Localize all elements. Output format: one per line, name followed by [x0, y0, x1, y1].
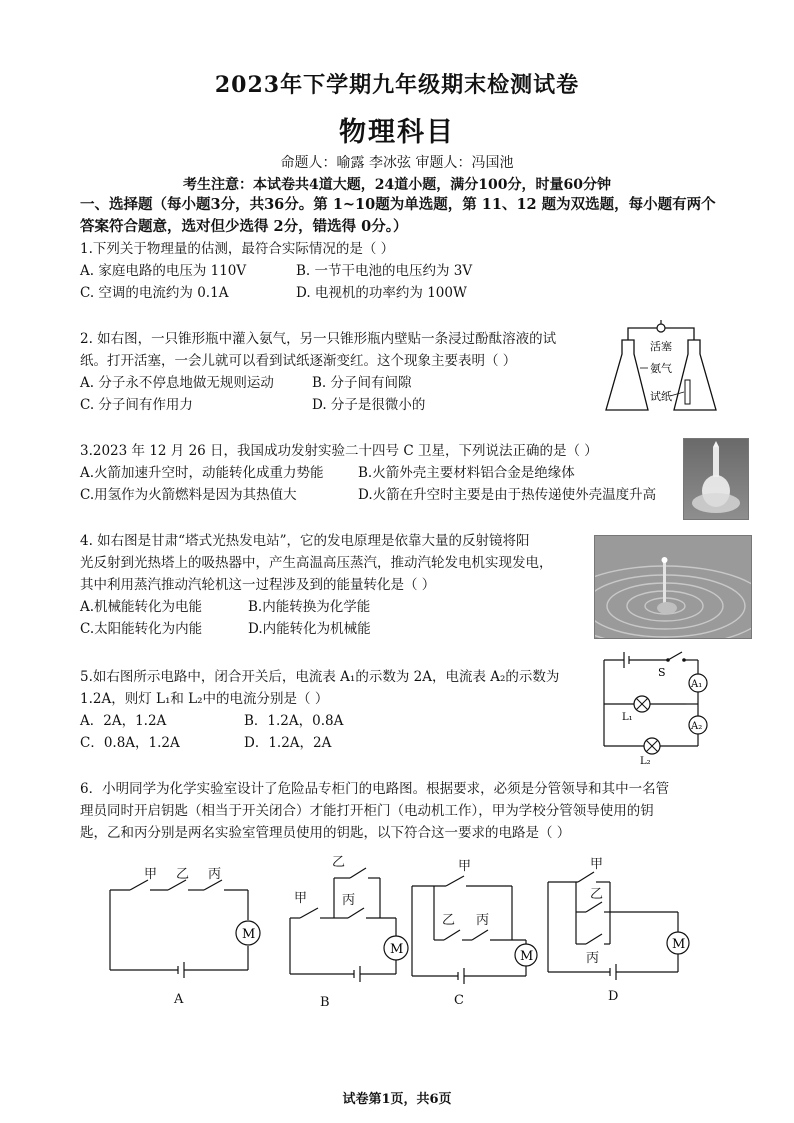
- option-c: C．0.8A，1.2A: [80, 735, 180, 751]
- switch-jia-label: 甲: [144, 867, 158, 882]
- lamp-l1: [634, 696, 650, 712]
- gas-label: 氨气: [650, 362, 672, 375]
- motor-d: [667, 932, 689, 954]
- question-stem-line: 光反射到光热塔上的吸热器中，产生高温高压蒸汽，推动汽轮发电机实现发电，: [80, 555, 553, 571]
- option-d: D.内能转化为机械能: [248, 621, 371, 637]
- paper-label: 试纸: [650, 390, 672, 403]
- circuit-b: [290, 868, 396, 982]
- ammeter-a2-label: A₂: [691, 721, 703, 732]
- switch-jia-label: 甲: [458, 859, 472, 874]
- option-b: B．1.2A，0.8A: [244, 713, 344, 729]
- valve-icon: [657, 324, 665, 332]
- right-flask: [674, 340, 716, 410]
- option-c: C. 空调的电流约为 0.1A: [80, 285, 229, 301]
- q5-circuit-figure: [598, 648, 722, 766]
- exam-title: 2023年下学期九年级期末检测试卷: [214, 72, 580, 98]
- q6-circuits-figure: [100, 848, 700, 1008]
- flasks-figure: [600, 318, 724, 418]
- ammeter-a1-label: A₁: [691, 679, 703, 690]
- question-stem-line: 4. 如右图是甘肃“塔式光热发电站”，它的发电原理是依靠大量的反射镜将阳: [80, 533, 530, 549]
- circuit-b-label: B: [320, 995, 330, 1008]
- question-stem: 3.2023 年 12 月 26 日，我国成功发射实验二十四号 C 卫星，下列说法正确的是（ ）: [80, 443, 598, 459]
- svg-text:M: M: [672, 937, 686, 952]
- option-b: B.内能转换为化学能: [248, 599, 371, 615]
- option-c: C. 分子间有作用力: [80, 397, 193, 413]
- svg-text:M: M: [520, 949, 534, 964]
- option-a: A.火箭加速升空时，动能转化成重力势能: [80, 465, 324, 481]
- option-c: C.太阳能转化为内能: [80, 621, 203, 637]
- authors-line: 命题人：喻露 李冰弦 审题人：冯国池: [280, 155, 514, 171]
- valve-label: 活塞: [650, 340, 672, 353]
- circuit-d: [548, 872, 678, 980]
- question-2: [80, 328, 556, 416]
- question-stem-line: 纸。打开活塞，一会儿就可以看到试纸逐渐变红。这个现象主要表明（ ）: [80, 353, 517, 369]
- question-1: [80, 238, 472, 304]
- circuit-d-label: D: [608, 989, 619, 1004]
- switch-jia-label: 甲: [294, 891, 308, 906]
- switch-label: S: [658, 666, 666, 679]
- option-b: B. 一节干电池的电压约为 3V: [296, 263, 473, 279]
- option-d: D．1.2A，2A: [244, 735, 332, 751]
- option-d: D.火箭在升空时主要是由于热传递使外壳温度升高: [358, 487, 657, 503]
- switch-yi-label: 乙: [176, 867, 190, 882]
- option-a: A.机械能转化为电能: [80, 599, 203, 615]
- question-5: [80, 666, 559, 754]
- circuit-a: [110, 880, 248, 978]
- option-d: D. 分子是很微小的: [312, 397, 426, 413]
- lamp-l2: [644, 738, 660, 754]
- page-footer: 试卷第1页，共6页: [342, 1092, 452, 1107]
- motor-a: [236, 921, 260, 945]
- switch-bing-label: 丙: [476, 913, 490, 928]
- question-6: [80, 778, 669, 844]
- question-stem-line: 1.2A，则灯 L₁和 L₂中的电流分别是（ ）: [80, 691, 329, 707]
- circuit-c: [412, 876, 526, 984]
- option-c: C.用氢作为火箭燃料是因为其热值大: [80, 487, 297, 503]
- switch-bing-label: 丙: [208, 867, 222, 882]
- test-paper: [685, 380, 690, 404]
- question-stem-line: 5.如右图所示电路中，闭合开关后，电流表 A₁的示数为 2A，电流表 A₂的示数为: [80, 669, 560, 685]
- switch-blade: [668, 652, 682, 660]
- switch-jia-label: 甲: [590, 857, 604, 872]
- question-stem: 1.下列关于物理量的估测，最符合实际情况的是（ ）: [80, 241, 395, 257]
- circuit-a-label: A: [174, 992, 184, 1007]
- question-stem-line: 理员同时开启钥匙（相当于开关闭合）才能打开柜门（电动机工作），甲为学校分管领导使用的钥: [80, 803, 654, 819]
- switch-yi-label: 乙: [332, 855, 346, 870]
- switch-bing-label: 丙: [586, 951, 600, 966]
- question-3: [80, 440, 656, 506]
- option-b: B.火箭外壳主要材料铝合金是绝缘体: [358, 465, 575, 481]
- exam-notice: 考生注意：本试卷共4道大题，24道小题，满分100分，时量60分钟: [183, 177, 611, 193]
- motor-b: [384, 936, 408, 960]
- question-stem-line: 6．小明同学为化学实验室设计了危险品专柜门的电路图。根据要求，必须是分管领导和其中一名管: [80, 781, 670, 797]
- switch-bing-label: 丙: [342, 893, 356, 908]
- switch-yi-label: 乙: [590, 887, 604, 902]
- option-b: B. 分子间有间隙: [312, 375, 412, 391]
- option-d: D. 电视机的功率约为 100W: [296, 285, 467, 301]
- svg-text:M: M: [390, 942, 404, 957]
- solar-tower-photo: [594, 535, 752, 639]
- question-stem-line: 2. 如右图，一只锥形瓶中灌入氨气，另一只锥形瓶内壁贴一条浸过酚酞溶液的试: [80, 331, 557, 347]
- subject-title: 物理科目: [339, 117, 455, 148]
- question-4: [80, 530, 553, 640]
- switch-yi-label: 乙: [442, 913, 456, 928]
- lamp-l2-label: L₂: [640, 756, 651, 766]
- motor-c: [515, 944, 537, 966]
- left-flask: [606, 340, 648, 410]
- option-a: A. 家庭电路的电压为 110V: [80, 263, 247, 279]
- question-stem-line: 匙，乙和丙分别是两名实验室管理员使用的钥匙，以下符合这一要求的电路是（ ）: [80, 825, 571, 841]
- rocket-launch-photo: [683, 438, 749, 520]
- question-stem-line: 其中利用蒸汽推动汽轮机这一过程涉及到的能量转化是（ ）: [80, 577, 436, 593]
- option-a: A. 分子永不停息地做无规则运动: [80, 375, 274, 391]
- option-a: A．2A，1.2A: [80, 713, 167, 729]
- section-heading: 一、选择题（每小题3分，共36分。第 1~10题为单选题，第 11、12 题为双选题，每小题有两个答案符合题意，选对但少选得 2分，错选得 0分。）: [80, 196, 716, 235]
- svg-text:M: M: [242, 927, 256, 942]
- lamp-l1-label: L₁: [622, 712, 633, 723]
- circuit-c-label: C: [454, 993, 464, 1008]
